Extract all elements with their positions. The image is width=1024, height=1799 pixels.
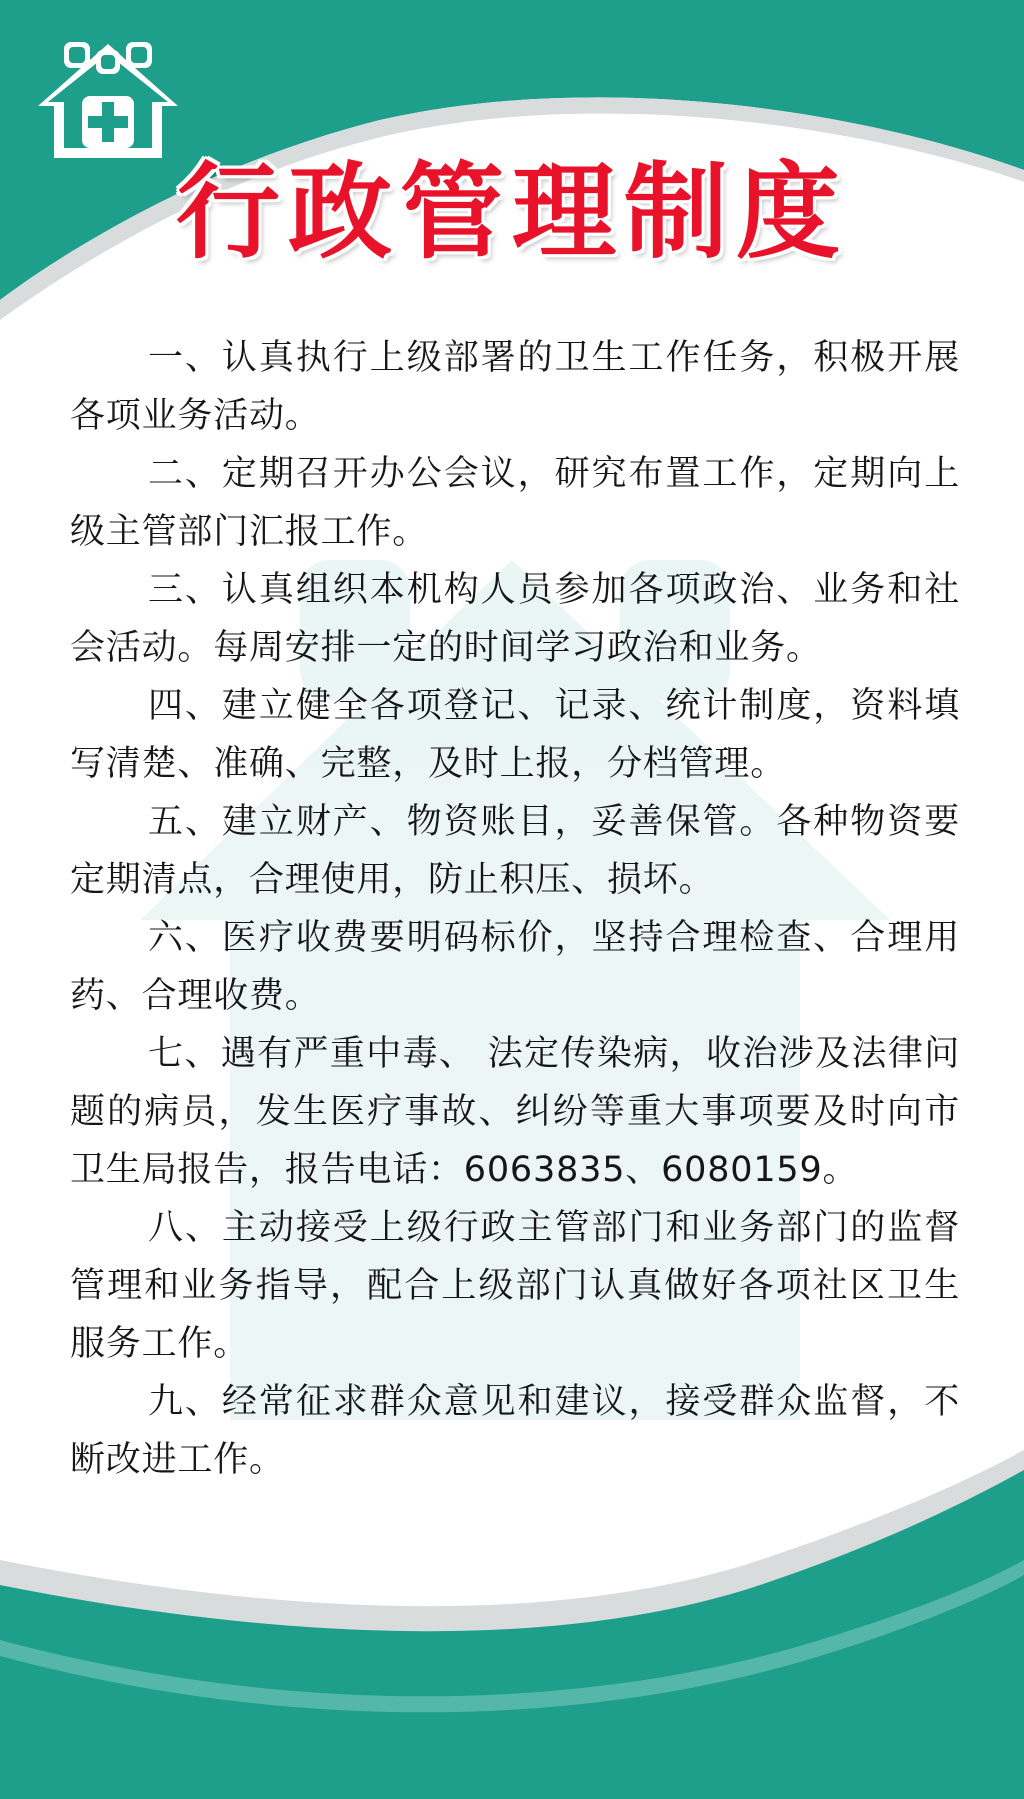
rule-item: 七、遇有严重中毒、 法定传染病，收治涉及法律问题的病员，发生医疗事故、纠纷等重大事项要及时向市卫生局报告，报告电话：6063835、6080159。 bbox=[70, 1034, 960, 1190]
rule-item: 四、建立健全各项登记、记录、统计制度，资料填写清楚、准确、完整，及时上报，分档管理。 bbox=[70, 686, 960, 784]
rule-item: 五、建立财产、物资账目，妥善保管。各种物资要定期清点，合理使用，防止积压、损坏。 bbox=[70, 802, 960, 900]
community-health-house-icon bbox=[34, 36, 182, 162]
page-title: 行政管理制度 bbox=[175, 151, 848, 273]
rule-item: 八、主动接受上级行政主管部门和业务部门的监督管理和业务指导，配合上级部门认真做好各项社区卫生服务工作。 bbox=[70, 1208, 960, 1364]
rule-item: 九、经常征求群众意见和建议，接受群众监督，不断改进工作。 bbox=[70, 1382, 960, 1480]
rule-item: 二、定期召开办公会议，研究布置工作，定期向上级主管部门汇报工作。 bbox=[70, 454, 960, 552]
rule-item: 三、认真组织本机构人员参加各项政治、业务和社会活动。每周安排一定的时间学习政治和业务。 bbox=[70, 570, 960, 668]
rule-item: 一、认真执行上级部署的卫生工作任务，积极开展各项业务活动。 bbox=[70, 338, 960, 436]
rule-item: 六、医疗收费要明码标价，坚持合理检查、合理用药、合理收费。 bbox=[70, 918, 960, 1016]
rules-list bbox=[70, 329, 960, 1489]
